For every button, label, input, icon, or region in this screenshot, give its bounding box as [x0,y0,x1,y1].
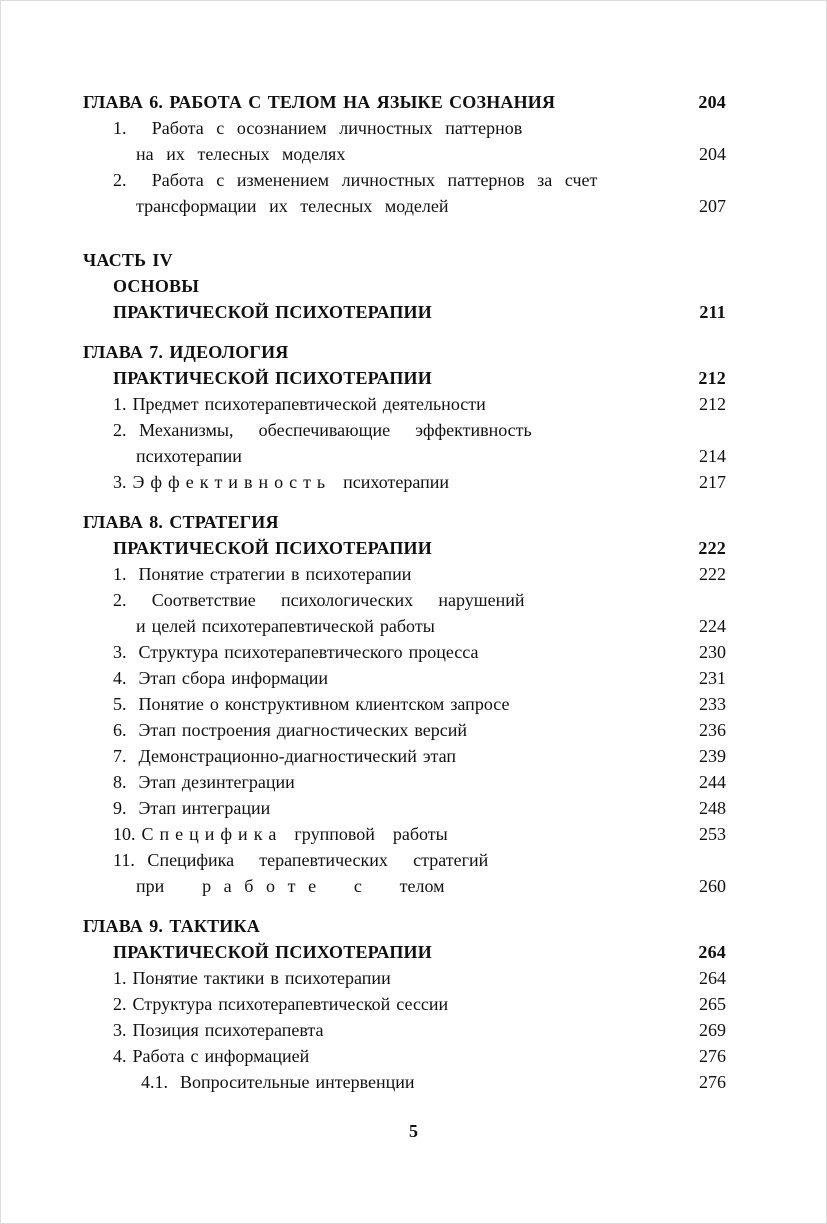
toc-entry-page: 233 [699,694,726,714]
toc-row [83,1043,726,1069]
toc-entry-text: 2. Структура психотерапевтической сессии [113,994,449,1014]
toc-entry-page: 265 [699,994,726,1014]
toc-row [83,821,726,847]
toc-row [83,469,726,495]
toc-row [83,795,726,821]
toc-row [83,991,726,1017]
toc-row [83,665,726,691]
toc-row [83,247,726,273]
toc-row [83,743,726,769]
toc-entry-text: трансформации их телесных моделей [136,196,449,216]
toc-row [83,141,726,167]
toc-entry-page: 211 [699,302,726,322]
toc-row [83,339,726,365]
toc-row [83,1069,726,1095]
toc-entry-page: 204 [699,144,726,164]
toc-row [83,115,726,141]
toc-entry-page: 214 [699,446,726,466]
toc-row [83,717,726,743]
toc-row [83,1017,726,1043]
toc-entry-text: психотерапии [136,446,242,466]
toc-entry-page: 269 [699,1020,726,1040]
toc-row [83,561,726,587]
toc-row [83,89,726,115]
toc-entry-text: 4.1. Вопросительные интервенции [141,1072,415,1092]
toc-entry-text: и целей психотерапевтической работы [136,616,435,636]
toc-entry-page: 253 [699,824,726,844]
toc-entry-page: 212 [699,394,726,414]
toc-entry-page: 276 [699,1072,726,1092]
toc-entry-page: 217 [699,472,726,492]
toc-row [83,613,726,639]
toc-entry-page: 222 [699,564,726,584]
toc-entry-text: 9. Этап интеграции [113,798,271,818]
toc-row [83,299,726,325]
toc-entry-text: 2. Соответствие психологических нарушений [113,590,525,610]
toc-entry-page: 224 [699,616,726,636]
toc-entry-text: ГЛАВА 9. ТАКТИКА [83,916,260,936]
toc-entry-text: 1. Работа с осознанием личностных паттернов [113,118,523,138]
toc-entry-text: ГЛАВА 7. ИДЕОЛОГИЯ [83,342,289,362]
toc-row [83,535,726,561]
toc-row [83,417,726,443]
toc-entry-text: ПРАКТИЧЕСКОЙ ПСИХОТЕРАПИИ [113,302,432,322]
toc-entry-text: ГЛАВА 6. РАБОТА С ТЕЛОМ НА ЯЗЫКЕ СОЗНАНИЯ [83,92,556,112]
toc-entry-page: 222 [698,538,726,558]
toc-row [83,873,726,899]
toc-entry-text: 1. Предмет психотерапевтической деятельности [113,394,486,414]
toc-entry-page: 276 [699,1046,726,1066]
toc-entry-page: 207 [699,196,726,216]
toc-entry-text: ПРАКТИЧЕСКОЙ ПСИХОТЕРАПИИ [113,368,432,388]
toc-row [83,965,726,991]
toc-entry-text: 11. Специфика терапевтических стратегий [113,850,489,870]
toc-entry-page: 231 [699,668,726,688]
toc-entry-text: ЧАСТЬ IV [83,250,173,270]
toc-entry-page: 248 [699,798,726,818]
toc-entry-text: 3. Структура психотерапевтического процесса [113,642,479,662]
toc-entry-text: 3. Позиция психотерапевта [113,1020,324,1040]
toc-row [83,939,726,965]
toc-entry-text: на их телесных моделях [136,144,346,164]
toc-row [83,691,726,717]
toc-entry-text: 6. Этап построения диагностических версий [113,720,467,740]
toc-entry-text: 4. Работа с информацией [113,1046,310,1066]
toc-row [83,443,726,469]
toc-entry-page: 264 [698,942,726,962]
toc-entry-text: ПРАКТИЧЕСКОЙ ПСИХОТЕРАПИИ [113,538,432,558]
toc-row [83,167,726,193]
toc-entry-text: 4. Этап сбора информации [113,668,329,688]
toc-row [83,769,726,795]
toc-entry-text: 3. Э ф ф е к т и в н о с т ь психотерапии [113,472,449,492]
toc-list [83,89,726,1095]
toc-entry-text: при р а б о т е с телом [136,876,445,896]
toc-entry-text: ГЛАВА 8. СТРАТЕГИЯ [83,512,279,532]
toc-row [83,587,726,613]
toc-row [83,913,726,939]
toc-entry-page: 212 [698,368,726,388]
toc-entry-page: 236 [699,720,726,740]
toc-row [83,273,726,299]
toc-entry-page: 204 [698,92,726,112]
toc-row [83,509,726,535]
toc-row [83,391,726,417]
toc-entry-text: 5. Понятие о конструктивном клиентском запросе [113,694,510,714]
toc-entry-page: 230 [699,642,726,662]
toc-row [83,639,726,665]
toc-entry-text: 8. Этап дезинтеграции [113,772,295,792]
toc-row [83,193,726,219]
toc-row [83,365,726,391]
toc-entry-text: 2. Механизмы, обеспечивающие эффективность [113,420,532,440]
toc-entry-text: 1. Понятие стратегии в психотерапии [113,564,412,584]
toc-entry-page: 264 [699,968,726,988]
toc-entry-text: 7. Демонстрационно-диагностический этап [113,746,457,766]
toc-entry-text: 10. С п е ц и ф и к а групповой работы [113,824,448,844]
toc-row [83,847,726,873]
toc-entry-text: ОСНОВЫ [113,276,200,296]
toc-entry-text: 1. Понятие тактики в психотерапии [113,968,391,988]
toc-entry-page: 244 [699,772,726,792]
toc-entry-text: 2. Работа с изменением личностных паттернов за счет [113,170,598,190]
toc-entry-page: 260 [699,876,726,896]
toc-entry-text: ПРАКТИЧЕСКОЙ ПСИХОТЕРАПИИ [113,942,432,962]
toc-entry-page: 239 [699,746,726,766]
page-number: 5 [409,1121,418,1141]
